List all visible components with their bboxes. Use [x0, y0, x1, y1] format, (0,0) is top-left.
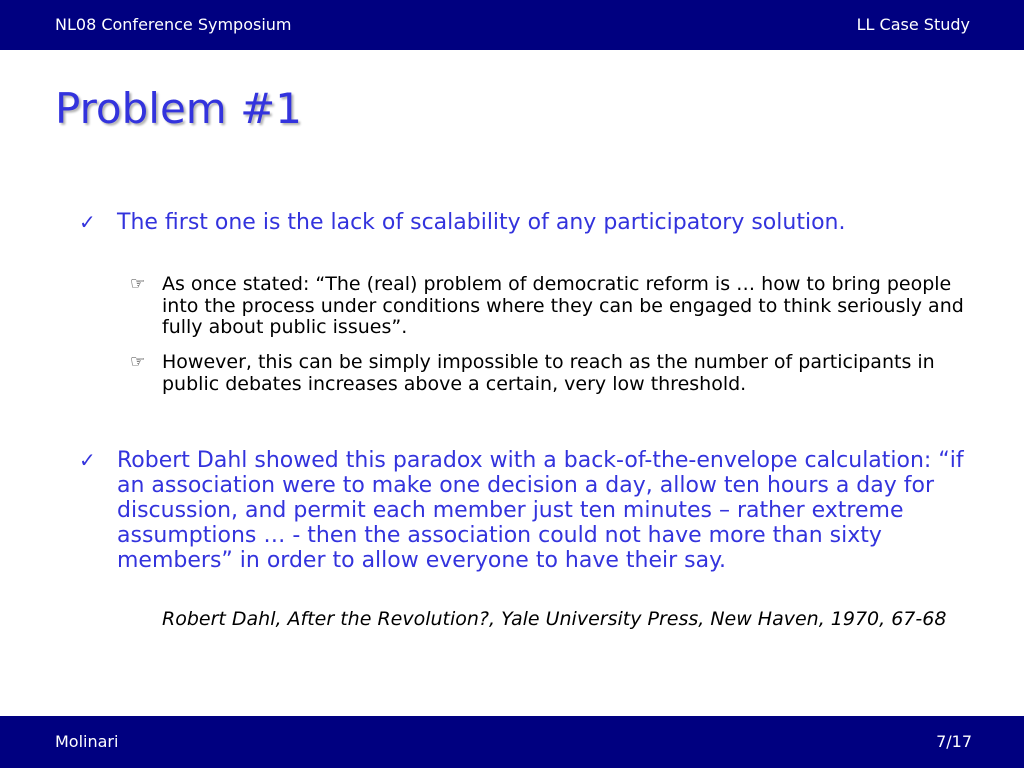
sub-bullet-item-threshold: [130, 351, 972, 395]
conference-name: NL08 Conference Symposium: [55, 15, 292, 34]
citation: Robert Dahl, After the Revolution?, Yale University Press, New Haven, 1970, 67-68: [162, 608, 947, 630]
header-bar: [0, 0, 1024, 50]
checkmark-icon: ✓: [79, 448, 96, 472]
pointing-hand-icon: ☞: [130, 274, 146, 294]
bullet-text: The first one is the lack of scalability of any participatory solution.: [117, 210, 846, 235]
pointing-hand-icon: ☞: [130, 352, 146, 372]
sub-bullet-text: As once stated: “The (real) problem of democratic reform is … how to bring people into the process under conditions where they can be engaged to think seriously and fully about public issues”.: [162, 273, 964, 338]
presentation-subtitle: LL Case Study: [856, 15, 970, 34]
bullet-text: Robert Dahl showed this paradox with a back-of-the-envelope calculation: “if an association were to make one decision a day, allow ten hours a day for discussion, and permit each member just ten minutes – rather extreme assumptions … - then the association could not have more than sixty members” in order to allow everyone to have their say.: [117, 448, 964, 573]
sub-bullet-item-quote: [130, 273, 972, 339]
page-number: 7/17: [936, 732, 972, 751]
sub-bullet-text: However, this can be simply impossible to reach as the number of participants in public debates increases above a certain, very low threshold.: [162, 351, 935, 395]
bullet-item-dahl: [79, 448, 977, 573]
bullet-item-scalability: [79, 210, 977, 235]
footer-bar: [0, 716, 1024, 768]
author-name: Molinari: [55, 732, 119, 751]
slide-title: Problem #1: [55, 84, 302, 133]
checkmark-icon: ✓: [79, 210, 96, 234]
